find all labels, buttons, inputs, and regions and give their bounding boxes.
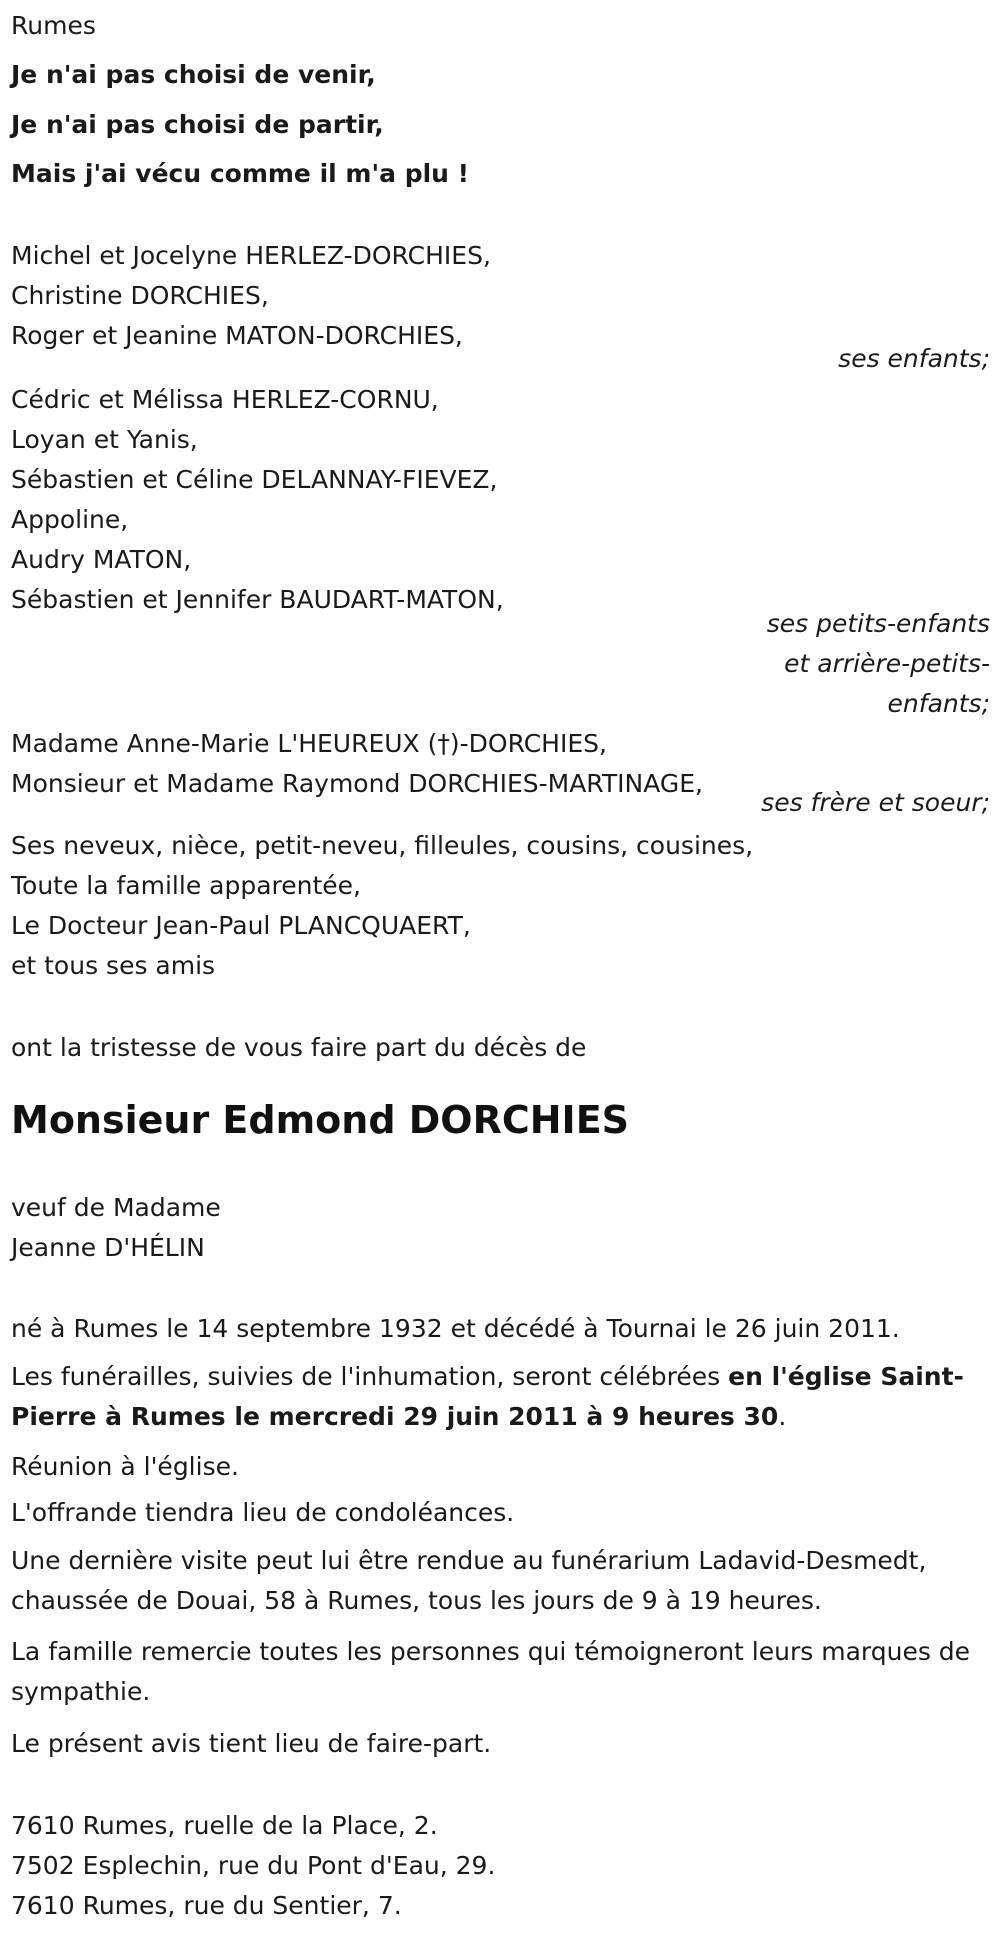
relation-grandchildren-line-1: ses petits-enfants	[766, 609, 990, 638]
grandchild-name: Cédric et Mélissa HERLEZ-CORNU,	[11, 385, 439, 414]
address-line: 7502 Esplechin, rue du Pont d'Eau, 29.	[11, 1851, 496, 1880]
other-mourner: Ses neveux, nièce, petit-neveu, filleules, cousins, cousines,	[11, 831, 754, 860]
relation-grandchildren-line-3: enfants;	[887, 689, 990, 718]
poem-line-2: Je n'ai pas choisi de partir,	[11, 110, 384, 139]
place-label: Rumes	[11, 11, 96, 40]
widower-line-1: veuf de Madame	[11, 1193, 221, 1222]
grandchild-name: Audry MATON,	[11, 545, 192, 574]
thanks-paragraph: La famille remercie toutes les personnes qui témoigneront leurs marques de sympathie.	[11, 1637, 971, 1706]
funeral-text-suffix: .	[778, 1402, 787, 1431]
relation-children: ses enfants;	[838, 344, 990, 373]
deceased-name: Monsieur Edmond DORCHIES	[11, 1098, 630, 1142]
birth-death-text: né à Rumes le 14 septembre 1932 et décédé à Tournai le 26 juin 2011.	[11, 1314, 900, 1343]
relation-siblings: ses frère et soeur;	[761, 788, 990, 817]
child-name: Roger et Jeanine MATON-DORCHIES,	[11, 321, 463, 350]
other-mourner: Le Docteur Jean-Paul PLANCQUAERT,	[11, 911, 471, 940]
poem-line-1: Je n'ai pas choisi de venir,	[11, 60, 376, 89]
other-mourner: Toute la famille apparentée,	[11, 871, 361, 900]
grandchild-name: Appoline,	[11, 505, 129, 534]
notice-text: Le présent avis tient lieu de faire-part.	[11, 1729, 492, 1758]
relation-grandchildren-line-2: et arrière-petits-	[784, 649, 990, 678]
other-mourner: et tous ses amis	[11, 951, 216, 980]
offering-text: L'offrande tiendra lieu de condoléances.	[11, 1498, 515, 1527]
sibling-name: Madame Anne-Marie L'HEUREUX (†)-DORCHIES,	[11, 729, 607, 758]
grandchild-name: Sébastien et Céline DELANNAY-FIEVEZ,	[11, 465, 498, 494]
funeral-location-date: en l'église Saint-Pierre à Rumes le mercredi 29 juin 2011 à 9 heures 30	[11, 1362, 964, 1431]
funeral-paragraph	[11, 1357, 996, 1437]
funeral-text-prefix: Les funérailles, suivies de l'inhumation, seront célébrées	[11, 1362, 729, 1391]
poem-line-3: Mais j'ai vécu comme il m'a plu !	[11, 159, 470, 188]
grandchild-name: Sébastien et Jennifer BAUDART-MATON,	[11, 585, 504, 614]
announcement-text: ont la tristesse de vous faire part du décès de	[11, 1033, 587, 1062]
grandchild-name: Loyan et Yanis,	[11, 425, 198, 454]
child-name: Christine DORCHIES,	[11, 281, 269, 310]
meeting-text: Réunion à l'église.	[11, 1452, 239, 1481]
visit-paragraph: Une dernière visite peut lui être rendue au funérarium Ladavid-Desmedt, chaussée de Douai, 58 à Rumes, tous les jours de 9 à 19 heures.	[11, 1546, 927, 1615]
widower-line-2: Jeanne D'HÉLIN	[11, 1233, 205, 1262]
address-line: 7610 Rumes, ruelle de la Place, 2.	[11, 1811, 438, 1840]
sibling-name: Monsieur et Madame Raymond DORCHIES-MARTINAGE,	[11, 769, 703, 798]
address-line: 7610 Rumes, rue du Sentier, 7.	[11, 1891, 402, 1920]
child-name: Michel et Jocelyne HERLEZ-DORCHIES,	[11, 241, 491, 270]
